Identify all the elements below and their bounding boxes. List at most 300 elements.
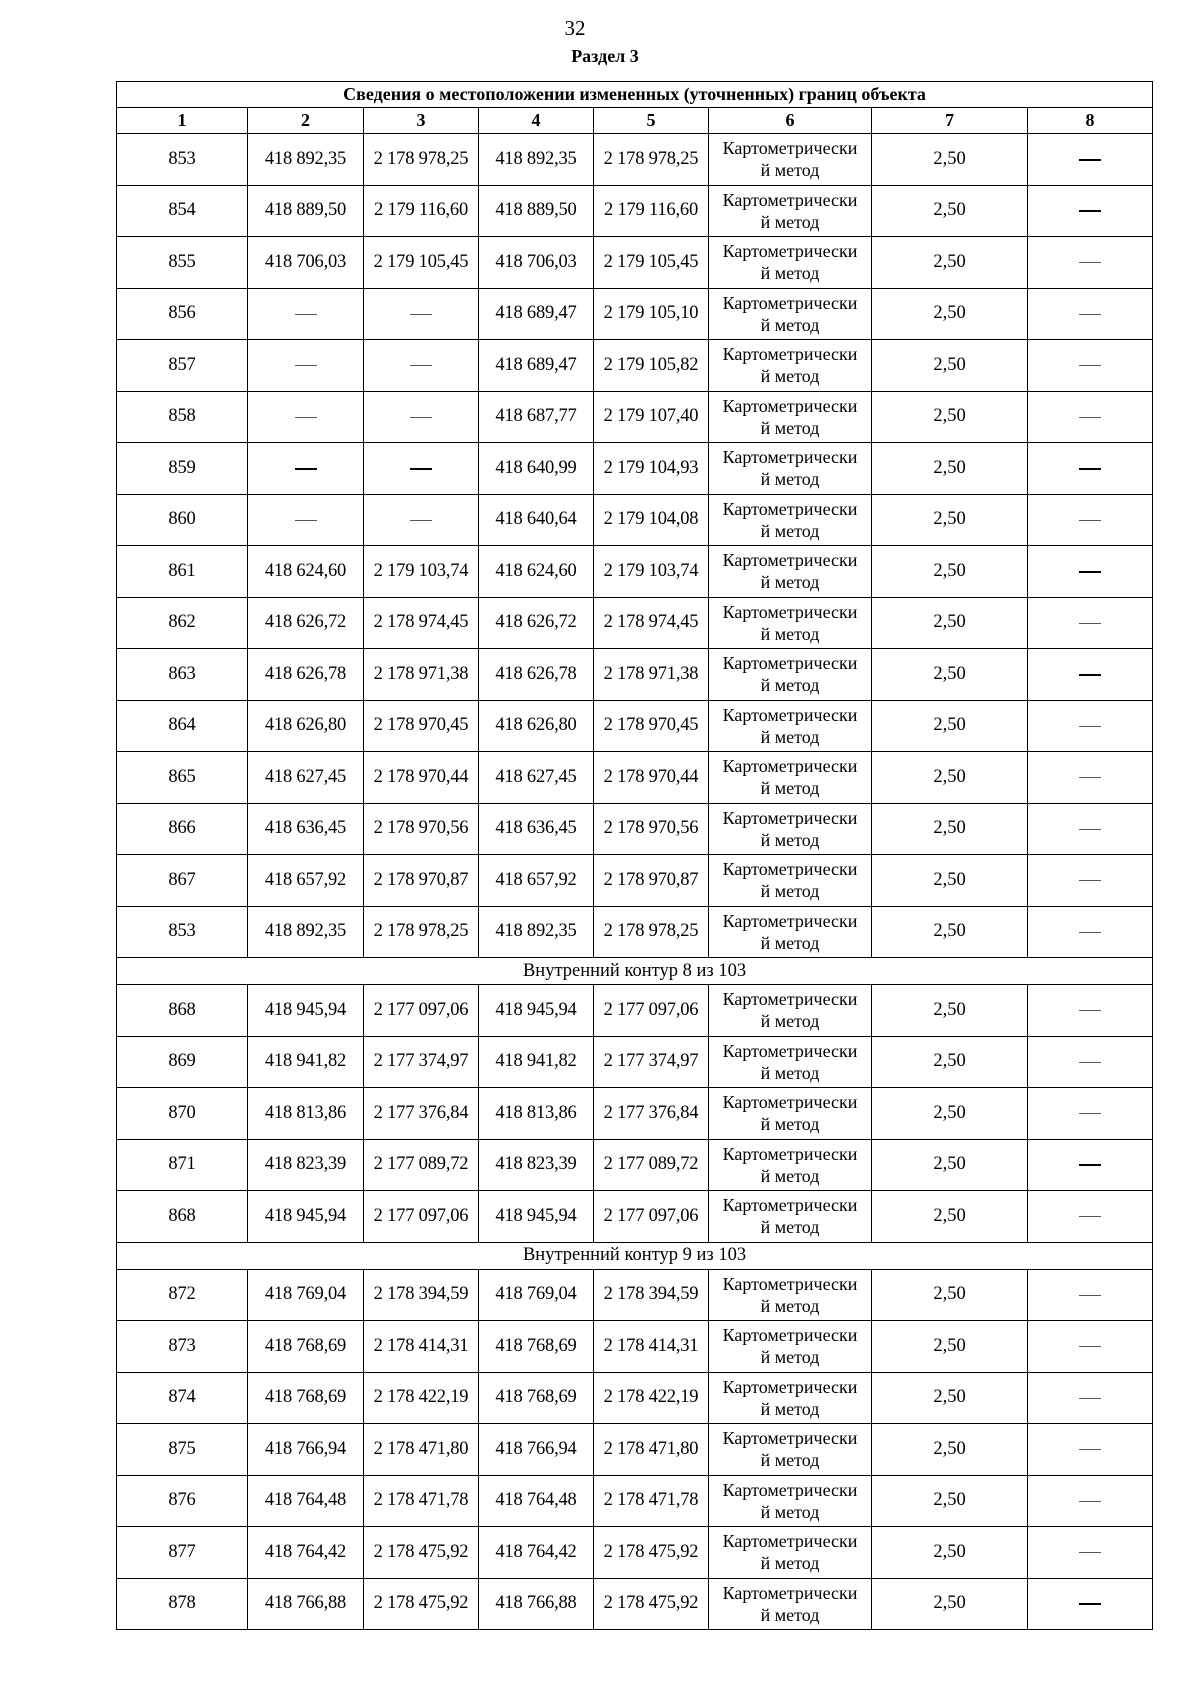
dash-mark: [1079, 829, 1101, 830]
note-cell: [1028, 340, 1153, 392]
method-line-1: Картометрически: [722, 1325, 858, 1346]
x-existing-cell: 418 892,35: [248, 134, 364, 186]
y-new-cell: 2 179 104,93: [594, 443, 709, 495]
dash-mark: [1079, 1164, 1101, 1166]
table-row: [117, 906, 1153, 958]
method-line-1: Картометрически: [722, 1479, 858, 1500]
method-cell: [709, 340, 872, 392]
accuracy-cell: 2,50: [872, 1088, 1028, 1140]
column-header-5: 5: [594, 108, 709, 134]
method-line-2: й метод: [760, 469, 820, 490]
accuracy-cell: 2,50: [872, 985, 1028, 1037]
y-existing-cell: 2 178 970,44: [364, 752, 479, 804]
method-line-1: Картометрически: [722, 344, 858, 365]
method-line-2: й метод: [760, 1347, 820, 1368]
x-existing-cell: 418 941,82: [248, 1036, 364, 1088]
accuracy-cell: 2,50: [872, 1139, 1028, 1191]
x-existing-cell: [248, 288, 364, 340]
method-line-1: Картометрически: [722, 550, 858, 571]
method-cell: [709, 546, 872, 598]
x-new-cell: 418 945,94: [479, 1191, 594, 1243]
x-new-cell: 418 689,47: [479, 288, 594, 340]
x-new-cell: 418 706,03: [479, 237, 594, 289]
point-number-cell: 863: [117, 649, 248, 701]
method-cell: [709, 1269, 872, 1321]
table-row: [117, 237, 1153, 289]
x-new-cell: 418 769,04: [479, 1269, 594, 1321]
method-cell: [709, 134, 872, 186]
table-row: [117, 1372, 1153, 1424]
accuracy-cell: 2,50: [872, 340, 1028, 392]
y-existing-cell: [364, 340, 479, 392]
x-existing-cell: 418 657,92: [248, 855, 364, 907]
y-new-cell: 2 178 978,25: [594, 906, 709, 958]
method-line-2: й метод: [760, 623, 820, 644]
accuracy-cell: 2,50: [872, 649, 1028, 701]
x-new-cell: 418 945,94: [479, 985, 594, 1037]
method-cell: [709, 288, 872, 340]
accuracy-cell: 2,50: [872, 237, 1028, 289]
table-row: [117, 1475, 1153, 1527]
note-cell: [1028, 700, 1153, 752]
accuracy-cell: 2,50: [872, 906, 1028, 958]
method-line-1: Картометрически: [722, 859, 858, 880]
point-number-cell: 871: [117, 1139, 248, 1191]
x-new-cell: 418 626,78: [479, 649, 594, 701]
accuracy-cell: 2,50: [872, 597, 1028, 649]
point-number-cell: 868: [117, 985, 248, 1037]
column-header-8: 8: [1028, 108, 1153, 134]
table-row: [117, 1424, 1153, 1476]
method-line-1: Картометрически: [722, 807, 858, 828]
dash-mark: [295, 520, 317, 521]
y-existing-cell: [364, 494, 479, 546]
x-new-cell: 418 626,72: [479, 597, 594, 649]
method-line-1: Картометрически: [722, 601, 858, 622]
method-line-1: Картометрически: [722, 1195, 858, 1216]
dash-mark: [1079, 210, 1101, 212]
point-number-cell: 859: [117, 443, 248, 495]
y-existing-cell: [364, 443, 479, 495]
method-cell: [709, 237, 872, 289]
method-cell: [709, 855, 872, 907]
table-row: [117, 340, 1153, 392]
accuracy-cell: 2,50: [872, 1269, 1028, 1321]
column-header-6: 6: [709, 108, 872, 134]
table-row: [117, 1527, 1153, 1579]
table-row: [117, 855, 1153, 907]
y-new-cell: 2 177 089,72: [594, 1139, 709, 1191]
method-line-2: й метод: [760, 1062, 820, 1083]
accuracy-cell: 2,50: [872, 1424, 1028, 1476]
x-existing-cell: 418 706,03: [248, 237, 364, 289]
method-cell: [709, 1475, 872, 1527]
method-line-2: й метод: [760, 726, 820, 747]
method-line-1: Картометрически: [722, 756, 858, 777]
y-existing-cell: 2 177 376,84: [364, 1088, 479, 1140]
table-caption: Сведения о местоположении измененных (уточненных) границ объекта: [117, 82, 1153, 108]
method-cell: [709, 1139, 872, 1191]
method-cell: [709, 185, 872, 237]
y-new-cell: 2 178 970,44: [594, 752, 709, 804]
method-line-1: Картометрически: [722, 989, 858, 1010]
y-new-cell: 2 178 394,59: [594, 1269, 709, 1321]
table-row: [117, 391, 1153, 443]
point-number-cell: 873: [117, 1321, 248, 1373]
table-row: [117, 185, 1153, 237]
method-cell: [709, 803, 872, 855]
note-cell: [1028, 906, 1153, 958]
dash-mark: [1079, 417, 1101, 418]
note-cell: [1028, 546, 1153, 598]
method-line-2: й метод: [760, 1295, 820, 1316]
x-existing-cell: 418 626,80: [248, 700, 364, 752]
contour-heading-row: [117, 1242, 1153, 1269]
table-row: [117, 134, 1153, 186]
note-cell: [1028, 1578, 1153, 1630]
accuracy-cell: 2,50: [872, 1321, 1028, 1373]
x-new-cell: 418 687,77: [479, 391, 594, 443]
table-row: [117, 700, 1153, 752]
x-existing-cell: 418 764,48: [248, 1475, 364, 1527]
method-line-1: Картометрически: [722, 395, 858, 416]
method-line-1: Картометрически: [722, 1582, 858, 1603]
x-existing-cell: 418 768,69: [248, 1321, 364, 1373]
accuracy-cell: 2,50: [872, 803, 1028, 855]
y-existing-cell: 2 179 105,45: [364, 237, 479, 289]
y-new-cell: 2 178 970,87: [594, 855, 709, 907]
note-cell: [1028, 443, 1153, 495]
y-existing-cell: 2 178 970,56: [364, 803, 479, 855]
boundary-coordinates-table: [116, 81, 1153, 1630]
y-new-cell: 2 177 097,06: [594, 985, 709, 1037]
method-line-2: й метод: [760, 1217, 820, 1238]
x-existing-cell: 418 813,86: [248, 1088, 364, 1140]
x-new-cell: 418 627,45: [479, 752, 594, 804]
x-existing-cell: 418 764,42: [248, 1527, 364, 1579]
point-number-cell: 874: [117, 1372, 248, 1424]
method-line-2: й метод: [760, 1450, 820, 1471]
note-cell: [1028, 134, 1153, 186]
dash-mark: [1079, 571, 1101, 573]
y-new-cell: 2 179 105,10: [594, 288, 709, 340]
dash-mark: [1079, 623, 1101, 624]
table-row: [117, 1191, 1153, 1243]
x-new-cell: 418 823,39: [479, 1139, 594, 1191]
x-existing-cell: [248, 443, 364, 495]
table-row: [117, 1139, 1153, 1191]
table-row: [117, 443, 1153, 495]
point-number-cell: 878: [117, 1578, 248, 1630]
x-new-cell: 418 813,86: [479, 1088, 594, 1140]
note-cell: [1028, 494, 1153, 546]
y-new-cell: 2 179 103,74: [594, 546, 709, 598]
y-existing-cell: 2 178 422,19: [364, 1372, 479, 1424]
y-new-cell: 2 178 471,80: [594, 1424, 709, 1476]
note-cell: [1028, 985, 1153, 1037]
dash-mark: [410, 417, 432, 418]
point-number-cell: 854: [117, 185, 248, 237]
x-new-cell: 418 640,99: [479, 443, 594, 495]
y-new-cell: 2 179 105,82: [594, 340, 709, 392]
point-number-cell: 868: [117, 1191, 248, 1243]
dash-mark: [1079, 777, 1101, 778]
dash-mark: [1079, 674, 1101, 676]
dash-mark: [1079, 1216, 1101, 1217]
note-cell: [1028, 1475, 1153, 1527]
dash-mark: [1079, 1552, 1101, 1553]
method-line-2: й метод: [760, 160, 820, 181]
y-new-cell: 2 178 978,25: [594, 134, 709, 186]
table-row: [117, 649, 1153, 701]
y-existing-cell: 2 178 978,25: [364, 134, 479, 186]
x-new-cell: 418 626,80: [479, 700, 594, 752]
table-row: [117, 985, 1153, 1037]
x-new-cell: 418 768,69: [479, 1372, 594, 1424]
method-cell: [709, 752, 872, 804]
dash-mark: [1079, 365, 1101, 366]
note-cell: [1028, 1527, 1153, 1579]
dash-mark: [410, 468, 432, 470]
y-new-cell: 2 178 475,92: [594, 1527, 709, 1579]
note-cell: [1028, 1424, 1153, 1476]
method-line-1: Картометрически: [722, 1040, 858, 1061]
table-row: [117, 752, 1153, 804]
note-cell: [1028, 803, 1153, 855]
method-line-1: Картометрически: [722, 1092, 858, 1113]
table-row: [117, 1578, 1153, 1630]
method-line-1: Картометрически: [722, 1428, 858, 1449]
x-existing-cell: 418 892,35: [248, 906, 364, 958]
y-existing-cell: 2 179 103,74: [364, 546, 479, 598]
method-cell: [709, 1527, 872, 1579]
dash-mark: [1079, 1501, 1101, 1502]
method-line-2: й метод: [760, 314, 820, 335]
column-header-2: 2: [248, 108, 364, 134]
dash-mark: [1079, 520, 1101, 521]
point-number-cell: 867: [117, 855, 248, 907]
y-existing-cell: 2 178 414,31: [364, 1321, 479, 1373]
y-existing-cell: 2 178 475,92: [364, 1578, 479, 1630]
x-existing-cell: 418 636,45: [248, 803, 364, 855]
method-cell: [709, 494, 872, 546]
method-line-1: Картометрически: [722, 292, 858, 313]
table-row: [117, 546, 1153, 598]
x-existing-cell: 418 626,78: [248, 649, 364, 701]
accuracy-cell: 2,50: [872, 1527, 1028, 1579]
y-existing-cell: 2 178 394,59: [364, 1269, 479, 1321]
method-line-2: й метод: [760, 675, 820, 696]
x-new-cell: 418 764,48: [479, 1475, 594, 1527]
contour-heading-row: [117, 958, 1153, 985]
method-line-1: Картометрически: [722, 1531, 858, 1552]
x-existing-cell: 418 769,04: [248, 1269, 364, 1321]
method-line-2: й метод: [760, 881, 820, 902]
dash-mark: [410, 365, 432, 366]
note-cell: [1028, 237, 1153, 289]
method-cell: [709, 1424, 872, 1476]
y-new-cell: 2 178 974,45: [594, 597, 709, 649]
x-new-cell: 418 768,69: [479, 1321, 594, 1373]
table-row: [117, 288, 1153, 340]
method-line-2: й метод: [760, 1165, 820, 1186]
y-new-cell: 2 178 475,92: [594, 1578, 709, 1630]
method-line-2: й метод: [760, 778, 820, 799]
dash-mark: [1079, 726, 1101, 727]
x-new-cell: 418 640,64: [479, 494, 594, 546]
point-number-cell: 853: [117, 906, 248, 958]
point-number-cell: 857: [117, 340, 248, 392]
note-cell: [1028, 1372, 1153, 1424]
dash-mark: [1079, 1295, 1101, 1296]
y-existing-cell: 2 178 978,25: [364, 906, 479, 958]
y-new-cell: 2 177 374,97: [594, 1036, 709, 1088]
x-new-cell: 418 657,92: [479, 855, 594, 907]
dash-mark: [1079, 1113, 1101, 1114]
x-existing-cell: 418 766,88: [248, 1578, 364, 1630]
dash-mark: [1079, 1346, 1101, 1347]
note-cell: [1028, 1191, 1153, 1243]
x-existing-cell: [248, 340, 364, 392]
method-line-1: Картометрически: [722, 1143, 858, 1164]
x-existing-cell: 418 766,94: [248, 1424, 364, 1476]
x-existing-cell: 418 624,60: [248, 546, 364, 598]
y-new-cell: 2 178 970,56: [594, 803, 709, 855]
y-existing-cell: 2 177 097,06: [364, 1191, 479, 1243]
table-row: [117, 1088, 1153, 1140]
dash-mark: [1079, 880, 1101, 881]
method-line-2: й метод: [760, 1553, 820, 1574]
method-line-2: й метод: [760, 1604, 820, 1625]
point-number-cell: 855: [117, 237, 248, 289]
method-line-1: Картометрически: [722, 653, 858, 674]
dash-mark: [1079, 1062, 1101, 1063]
note-cell: [1028, 855, 1153, 907]
note-cell: [1028, 1269, 1153, 1321]
method-cell: [709, 391, 872, 443]
dash-mark: [295, 314, 317, 315]
x-new-cell: 418 766,88: [479, 1578, 594, 1630]
x-new-cell: 418 941,82: [479, 1036, 594, 1088]
note-cell: [1028, 391, 1153, 443]
point-number-cell: 869: [117, 1036, 248, 1088]
x-existing-cell: 418 768,69: [248, 1372, 364, 1424]
method-line-2: й метод: [760, 932, 820, 953]
x-existing-cell: 418 823,39: [248, 1139, 364, 1191]
point-number-cell: 853: [117, 134, 248, 186]
point-number-cell: 877: [117, 1527, 248, 1579]
method-cell: [709, 1372, 872, 1424]
section-title: Раздел 3: [571, 46, 639, 66]
y-existing-cell: 2 178 471,80: [364, 1424, 479, 1476]
point-number-cell: 870: [117, 1088, 248, 1140]
note-cell: [1028, 752, 1153, 804]
accuracy-cell: 2,50: [872, 185, 1028, 237]
x-new-cell: 418 636,45: [479, 803, 594, 855]
note-cell: [1028, 597, 1153, 649]
method-cell: [709, 906, 872, 958]
dash-mark: [295, 365, 317, 366]
y-new-cell: 2 178 970,45: [594, 700, 709, 752]
method-line-1: Картометрически: [722, 138, 858, 159]
y-existing-cell: 2 179 116,60: [364, 185, 479, 237]
x-new-cell: 418 689,47: [479, 340, 594, 392]
dash-mark: [410, 520, 432, 521]
note-cell: [1028, 1321, 1153, 1373]
x-new-cell: 418 624,60: [479, 546, 594, 598]
point-number-cell: 858: [117, 391, 248, 443]
accuracy-cell: 2,50: [872, 1372, 1028, 1424]
x-existing-cell: 418 626,72: [248, 597, 364, 649]
dash-mark: [1079, 1398, 1101, 1399]
method-cell: [709, 443, 872, 495]
point-number-cell: 872: [117, 1269, 248, 1321]
table-row: [117, 597, 1153, 649]
x-existing-cell: 418 627,45: [248, 752, 364, 804]
method-line-2: й метод: [760, 417, 820, 438]
dash-mark: [1079, 468, 1101, 470]
x-existing-cell: 418 889,50: [248, 185, 364, 237]
point-number-cell: 875: [117, 1424, 248, 1476]
point-number-cell: 865: [117, 752, 248, 804]
y-new-cell: 2 179 105,45: [594, 237, 709, 289]
y-new-cell: 2 178 971,38: [594, 649, 709, 701]
method-line-1: Картометрически: [722, 189, 858, 210]
column-header-4: 4: [479, 108, 594, 134]
dash-mark: [1079, 932, 1101, 933]
column-header-7: 7: [872, 108, 1028, 134]
x-new-cell: 418 892,35: [479, 134, 594, 186]
contour-label: Внутренний контур 9 из 103: [117, 1242, 1153, 1269]
y-new-cell: 2 179 107,40: [594, 391, 709, 443]
accuracy-cell: 2,50: [872, 1036, 1028, 1088]
accuracy-cell: 2,50: [872, 494, 1028, 546]
dash-mark: [1079, 1603, 1101, 1605]
method-cell: [709, 597, 872, 649]
method-line-2: й метод: [760, 1501, 820, 1522]
method-cell: [709, 1321, 872, 1373]
accuracy-cell: 2,50: [872, 1475, 1028, 1527]
column-number-row: [117, 108, 1153, 134]
method-line-2: й метод: [760, 520, 820, 541]
x-new-cell: 418 889,50: [479, 185, 594, 237]
accuracy-cell: 2,50: [872, 700, 1028, 752]
y-existing-cell: 2 178 970,87: [364, 855, 479, 907]
accuracy-cell: 2,50: [872, 855, 1028, 907]
method-line-1: Картометрически: [722, 447, 858, 468]
point-number-cell: 860: [117, 494, 248, 546]
dash-mark: [1079, 1010, 1101, 1011]
dash-mark: [1079, 159, 1101, 161]
y-new-cell: 2 179 104,08: [594, 494, 709, 546]
y-new-cell: 2 177 097,06: [594, 1191, 709, 1243]
dash-mark: [1079, 262, 1101, 263]
method-cell: [709, 1036, 872, 1088]
dash-mark: [295, 468, 317, 470]
table-row: [117, 1269, 1153, 1321]
column-header-3: 3: [364, 108, 479, 134]
accuracy-cell: 2,50: [872, 1578, 1028, 1630]
table-row: [117, 494, 1153, 546]
y-new-cell: 2 178 471,78: [594, 1475, 709, 1527]
accuracy-cell: 2,50: [872, 288, 1028, 340]
point-number-cell: 856: [117, 288, 248, 340]
x-existing-cell: [248, 494, 364, 546]
y-existing-cell: 2 178 471,78: [364, 1475, 479, 1527]
y-existing-cell: 2 177 089,72: [364, 1139, 479, 1191]
method-cell: [709, 1088, 872, 1140]
y-new-cell: 2 178 422,19: [594, 1372, 709, 1424]
